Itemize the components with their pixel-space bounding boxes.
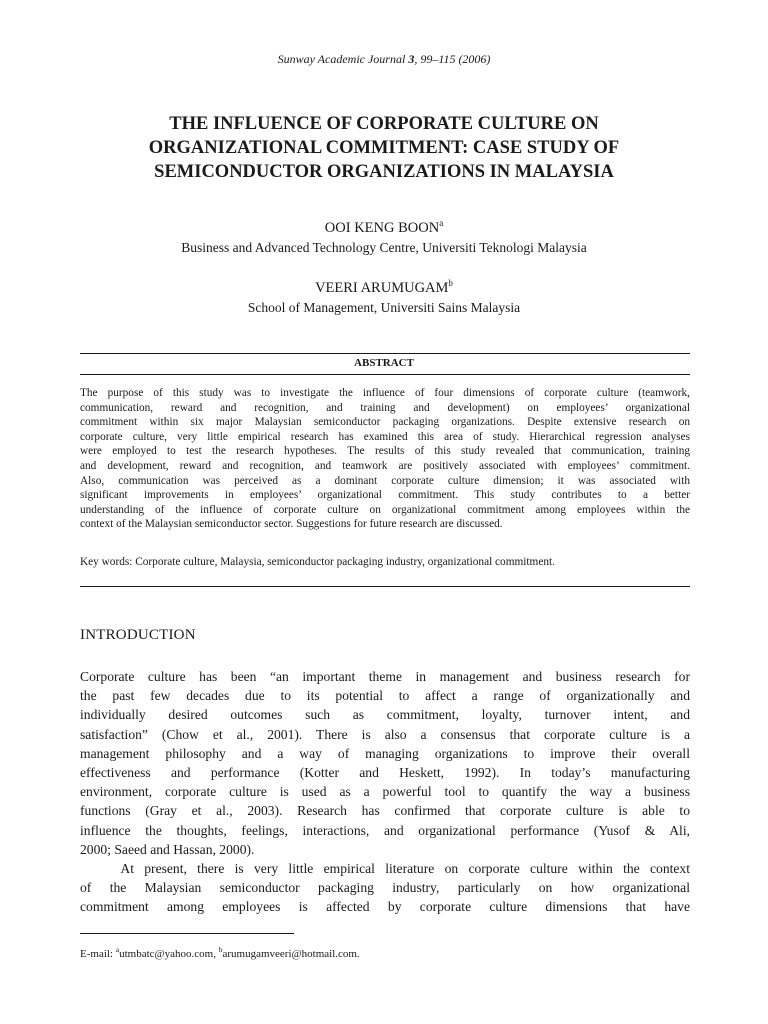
body-line: environment, corporate culture is used as a powerful tool to quantify the way a business [80,784,690,800]
body-line: of the Malaysian semiconductor packaging industry, particularly on how organizational [80,880,690,896]
author-name: OOI KENG BOON$^a$ [324,218,444,236]
body-line: At present, there is very little empirical literature on corporate culture within the context [80,861,690,877]
abstract-line: and development, reward and recognition, and teamwork are positively associated with employees’ commitment. [80,459,690,472]
title-line: THE INFLUENCE OF CORPORATE CULTURE ON [169,114,599,134]
body-line: influence the thoughts, feelings, interactions, and organizational performance (Yusof & Ali, [80,822,690,838]
author-affiliation: Business and Advanced Technology Centre, Universiti Teknologi Malaysia [181,240,587,255]
abstract-line: context of the Malaysian semiconductor sector. Suggestions for future research are discussed. [80,518,503,531]
abstract-line: The purpose of this study was to investigate the influence of four dimensions of corporate culture (teamwork, [80,387,690,399]
abstract-line: commitment within six major Malaysian semiconductor packaging organizations. Despite extensive research on [80,416,690,429]
introduction-body [80,667,690,917]
body-line: commitment among employees is affected by corporate culture dimensions that have [80,899,690,915]
journal-citation [0,52,768,67]
keywords: Key words: Corporate culture, Malaysia, semiconductor packaging industry, organizational commitment. [80,556,555,568]
abstract-line: corporate culture, very little empirical research has examined this area of study. Hierarchical regression analyses [80,430,690,443]
body-line: 2000; Saeed and Hassan, 2000). [80,841,255,857]
footnote-rule [80,933,294,934]
journal-pages: , 99–115 (2006) [414,52,491,66]
abstract-line: communication, reward and recognition, and training and development) on employees’ organizational [80,401,690,414]
footnote-email: E-mail: $^a$utmbatc@yahoo.com, $^b$arumugamveeri@hotmail.com. [80,945,360,960]
abstract-divider-rule [80,374,690,375]
body-line: functions (Gray et al., 2003). Research has confirmed that corporate culture is able to [80,803,690,819]
journal-name: Sunway Academic Journal [277,52,406,66]
section-heading-introduction: INTRODUCTION [80,627,196,643]
body-line: individually desired outcomes such as commitment, loyalty, turnover intent, and [80,707,690,723]
abstract-line: significant improvements in employees’ organizational commitment. This study contributes to a better [80,489,690,502]
body-line: effectiveness and performance (Kotter and Heskett, 1992). In today’s manufacturing [80,765,690,781]
author-superscript: b [448,278,453,288]
title-line: SEMICONDUCTOR ORGANIZATIONS IN MALAYSIA [154,162,614,182]
body-line: satisfaction” (Chow et al., 2001). There is also a consensus that corporate culture is a [80,726,690,742]
author-affiliation: School of Management, Universiti Sains Malaysia [247,300,521,315]
abstract-line: understanding of the influence of corporate culture on organizational commitment among employees within the [80,503,690,516]
abstract-top-rule [80,353,690,354]
abstract-line: were employed to test the research hypotheses. The results of this study revealed that communication, training [80,445,690,458]
abstract-body [80,386,690,532]
author-name: VEERI ARUMUGAM$^b$ [315,278,453,296]
body-line: management philosophy and a way of managing organizations to improve their overall [80,745,690,761]
journal-volume: 3 [408,52,415,66]
title-line: ORGANIZATIONAL COMMITMENT: CASE STUDY OF [148,138,620,158]
body-line: the past few decades due to its potential to affect a range of organizationally and [80,688,690,704]
paper-title [60,112,708,184]
abstract-bottom-rule [80,586,690,587]
body-line: Corporate culture has been “an important theme in management and business research for [80,669,690,684]
abstract-heading: ABSTRACT [354,357,414,369]
email-link-b[interactable]: arumugamveeri@hotmail.com. [222,948,360,960]
author-superscript: a [439,218,444,228]
email-link-a[interactable]: utmbatc@yahoo.com, [119,948,219,960]
abstract-line: Also, communication was perceived as a dominant corporate culture dimension; it was associated with [80,474,690,487]
